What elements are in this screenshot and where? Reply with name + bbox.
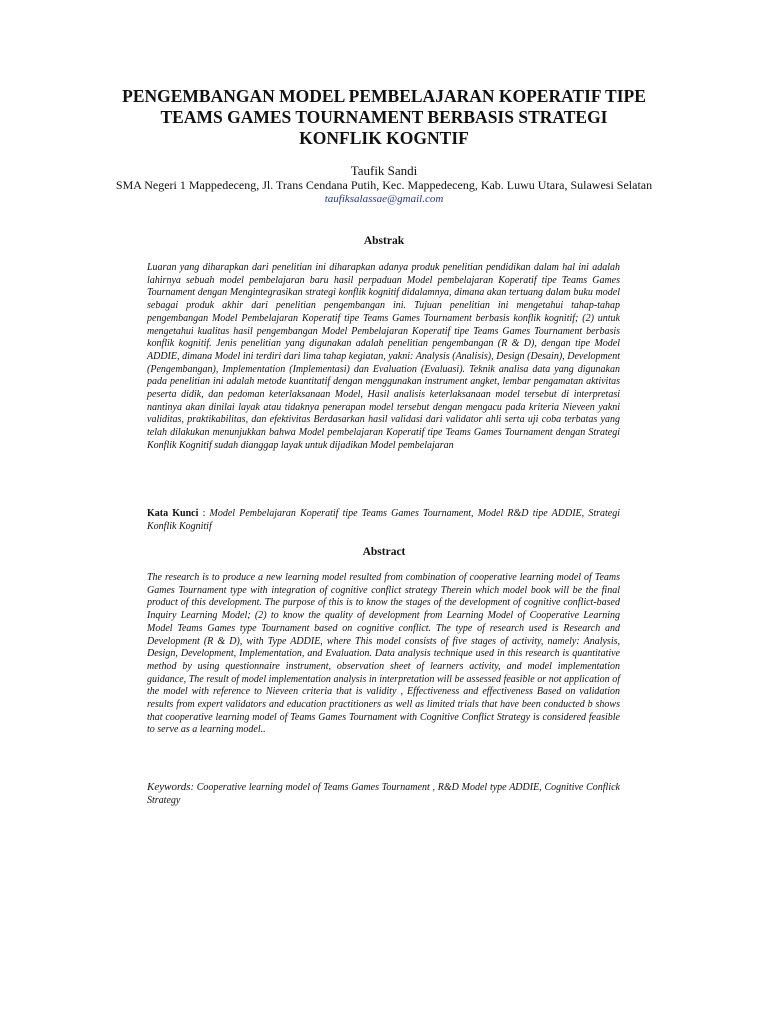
kata-kunci-label: Kata Kunci <box>147 508 199 519</box>
title-line-2: TEAMS GAMES TOURNAMENT BERBASIS STRATEGI <box>160 107 608 127</box>
kata-kunci-value: Model Pembelajaran Koperatif tipe Teams Games Tournament, Model R&D tipe ADDIE, Strategi Konflik Kognitif <box>147 508 620 532</box>
title-line-3: KONFLIK KOGNTIF <box>299 128 469 148</box>
author-name: Taufik Sandi <box>350 163 418 178</box>
abstrak-heading: Abstrak <box>363 235 405 247</box>
author-affiliation: SMA Negeri 1 Mappedeceng, Jl. Trans Cendana Putih, Kec. Mappedeceng, Kab. Luwu Utara, Sulawesi Selatan <box>115 178 653 192</box>
kata-kunci <box>147 507 620 533</box>
abstrak-text: Luaran yang diharapkan dari penelitian ini diharapkan adanya produk penelitian pendidikan dalam hal ini adalah lahirnya sebuah model pembelajaran baru hasil perpaduan Model pembelajaran Koperatif tipe Teams Games Tournament dengan Mengintegrasikan strategi konflik kognitif didalamnya, dimana akan tertuang dalam buku model sebagai produk akhir dari penelitian pengembangan ini. Tujuan penelitian ini mengetahui tahap-tahap pengembangan Model Pembelajaran Koperatif tipe Teams Games Tournament berbasis konflik kognitif; (2) untuk mengetahui kualitas hasil pengembangan Model Pembelajaran Koperatif tipe Teams Games Tournament berbasis konflik kognitif. Jenis penelitian yang digunakan adalah penelitian pengembangan (R & D), dengan tipe Model ADDIE, dimana Model ini terdiri dari lima tahap kegiatan, yakni: Analysis (Analisis), Design (Desain), Development (Pengembangan), Implementation (Implementasi) dan Evaluation (Evaluasi). Teknik analisa data yang digunakan pada penelitian ini adalah metode kuantitatif dengan menggunakan instrument angket, lembar pengamatan aktivitas peserta didik, dan pedoman keterlaksanaan Model, Hasil analisis keterlaksanaan model tersebut di interpretasi nantinya akan dinilai layak atau tidaknya penerapan model tersebut dengan mengacu pada kriteria Nieveen yakni validitas, praktikabilitas, dan efektivitas Berdasarkan hasil validasi dari validator ahli serta uji coba terbatas yang telah dilakukan menunjukkan bahwa Model pembelajaran Koperatif tipe Teams Games Tournament dengan Strategi Konflik Kognitif sudah dianggap layak untuk dijadikan Model pembelajaran <box>147 262 620 451</box>
abstract-heading: Abstract <box>362 546 406 558</box>
title-line-1: PENGEMBANGAN MODEL PEMBELAJARAN KOPERATIF TIPE <box>122 86 646 106</box>
abstract-text: The research is to produce a new learning model resulted from combination of cooperative learning model of Teams Games Tournament type with integration of cognitive conflict strategy Therein which model book will be the final product of this development. The purpose of this is to know the stages of the development of cognitive conflict-based Inquiry Learning Model; (2) to know the quality of development from Learning Model of Cooperative Learning Model Teams Games type Tournament based on cognitive conflict. The type of research used is Research and Development (R & D), with Type ADDIE, where This model consists of five stages of activity, namely: Analysis, Design, Development, Implementation, and Evaluation. Data analysis technique used in this research is quantitative method by using questionnaire instrument, observation sheet of learners activity, and model implementation guidance, The result of model implementation analysis in interpretation will be assessed feasible or not application of the model with reference to Nieveen criteria that is validity , Effectiveness and effectiveness Based on validation results from expert validators and education practitioners as well as limited trials that have been conducted b shows that cooperative learning model of Teams Games Tournament with Cognitive Conflict Strategy is considered feasible to serve as a learning model.. <box>147 572 620 736</box>
kata-kunci-separator: : <box>198 508 210 519</box>
keywords-separator: : <box>190 782 197 793</box>
keywords-value: Cooperative learning model of Teams Games Tournament , R&D Model type ADDIE, Cognitive Conflick Strategy <box>147 782 620 806</box>
keywords <box>147 781 620 807</box>
keywords-label: Keywords <box>147 781 191 793</box>
paper-title <box>84 86 684 149</box>
author-email[interactable]: taufiksalassae@gmail.com <box>324 193 444 205</box>
